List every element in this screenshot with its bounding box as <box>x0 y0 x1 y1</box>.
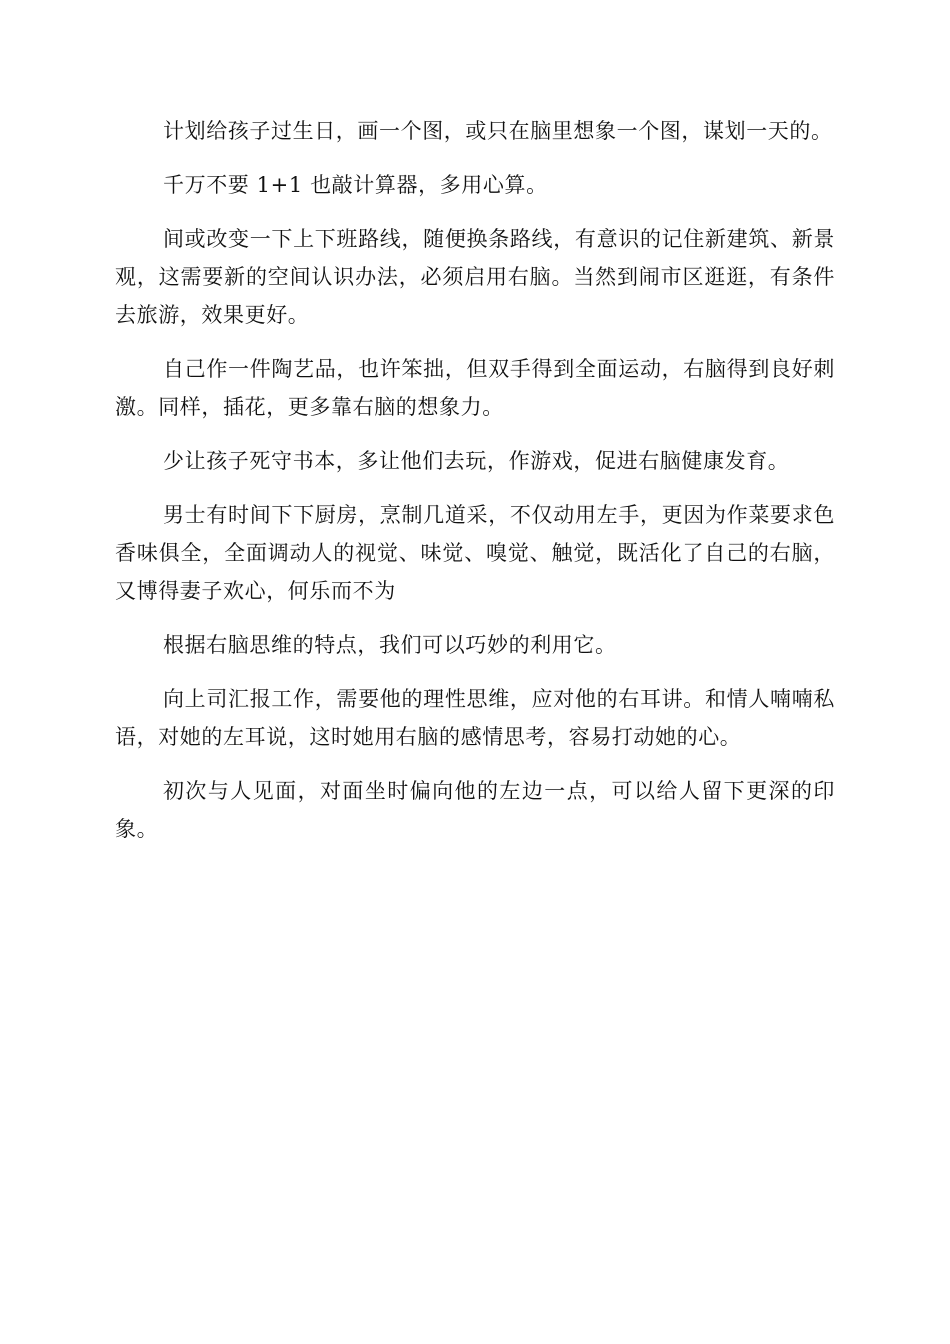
paragraph-first-meeting: 初次与人见面，对面坐时偏向他的左边一点，可以给人留下更深的印象。 <box>115 779 835 841</box>
paragraph-birthday-plan: 计划给孩子过生日，画一个图，或只在脑里想象一个图，谋划一天的。 <box>163 119 833 143</box>
paragraph-right-brain-use: 根据右脑思维的特点，我们可以巧妙的利用它。 <box>163 633 617 657</box>
paragraph-pottery: 自己作一件陶艺品，也许笨拙，但双手得到全面运动，右脑得到良好刺激。同样，插花，更多靠右脑的想象力。 <box>115 357 835 419</box>
paragraph-children-play: 少让孩子死守书本，多让他们去玩，作游戏，促进右脑健康发育。 <box>163 449 790 473</box>
paragraph-cooking: 男士有时间下下厨房，烹制几道采，不仅动用左手，更因为作菜要求色香味俱全，全面调动人的视觉、味觉、嗅觉、触觉，既活化了自己的右脑，又博得妻子欢心，何乐而不为 <box>115 503 835 603</box>
paragraph-mental-math: 千万不要 1+1 也敲计算器，多用心算。 <box>163 173 548 197</box>
paragraph-change-route: 间或改变一下上下班路线，随便换条路线，有意识的记住新建筑、新景观，这需要新的空间认识办法，必须启用右脑。当然到闹市区逛逛，有条件去旅游，效果更好。 <box>115 227 835 327</box>
document-body <box>115 112 835 864</box>
paragraph-ear-communication: 向上司汇报工作，需要他的理性思维，应对他的右耳讲。和情人喃喃私语，对她的左耳说，这时她用右脑的感情思考，容易打动她的心。 <box>115 687 835 749</box>
